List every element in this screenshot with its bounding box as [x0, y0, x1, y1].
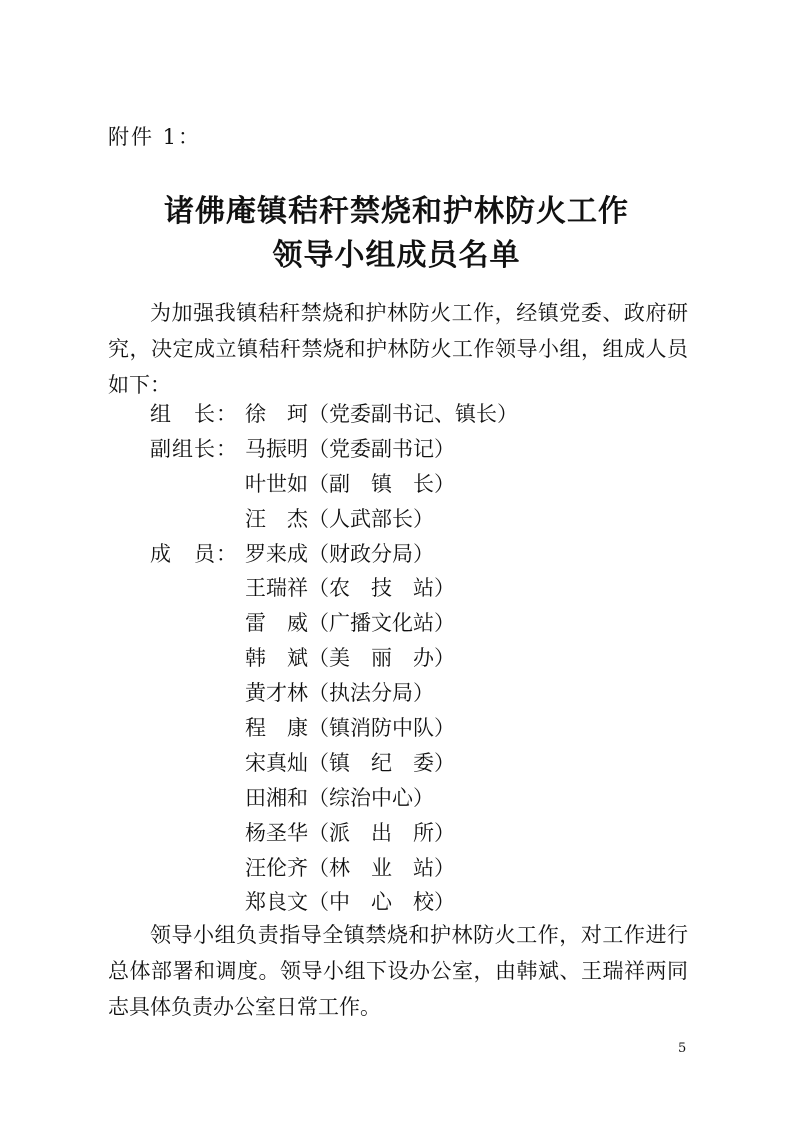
- roster-row: [150, 641, 518, 676]
- roster-row: [150, 816, 518, 851]
- roster-member: 郑良文（中 心 校）: [245, 890, 455, 915]
- roster-member: 马振明（党委副书记）: [245, 436, 455, 461]
- roster-member: 程 康（镇消防中队）: [245, 716, 455, 741]
- roster-member: 黄才林（执法分局）: [245, 681, 434, 706]
- roster-row: [150, 432, 518, 467]
- closing-text: 领导小组负责指导全镇禁烧和护林防火工作，对工作进行总体部署和调度。领导小组下设办公室，由韩斌、王瑞祥两同志具体负责办公室日常工作。: [108, 923, 688, 1019]
- roster-member: 雷 威（广播文化站）: [245, 611, 455, 636]
- roster-row: [150, 711, 518, 746]
- roster-row: [150, 537, 518, 572]
- roster-role: 副组长：: [150, 436, 238, 461]
- intro-text: 为加强我镇秸秆禁烧和护林防火工作，经镇党委、政府研究，决定成立镇秸秆禁烧和护林防火工作领导小组，组成人员如下：: [108, 301, 688, 397]
- attachment-label: 附件 1：: [108, 125, 202, 149]
- roster-row: [150, 606, 518, 641]
- roster-member: 徐 珂（党委副书记、镇长）: [245, 402, 518, 426]
- roster-member: 汪 杰（人武部长）: [245, 506, 434, 531]
- roster-row: [150, 781, 518, 816]
- roster-member: 杨圣华（派 出 所）: [245, 820, 455, 845]
- roster-row: [150, 676, 518, 711]
- roster-row: [150, 851, 518, 886]
- closing-paragraph: [108, 917, 688, 1025]
- roster-row: [150, 502, 518, 537]
- roster-member: 叶世如（副 镇 长）: [245, 471, 455, 496]
- roster-row: [150, 885, 518, 920]
- member-roster: [150, 397, 518, 920]
- roster-row: [150, 467, 518, 502]
- roster-row: [150, 571, 518, 606]
- roster-role: 组 长：: [150, 402, 238, 426]
- roster-member: 宋真灿（镇 纪 委）: [245, 750, 455, 775]
- roster-member: 罗来成（财政分局）: [245, 541, 434, 566]
- intro-paragraph: [108, 295, 688, 403]
- roster-member: 韩 斌（美 丽 办）: [245, 646, 455, 671]
- roster-member: 田湘和（综治中心）: [245, 785, 434, 810]
- roster-member: 王瑞祥（农 技 站）: [245, 576, 455, 601]
- page-number: 5: [678, 1041, 687, 1056]
- document-title-line-2: 领导小组成员名单: [272, 238, 521, 273]
- document-title-line-1: 诸佛庵镇秸秆禁烧和护林防火工作: [164, 194, 629, 229]
- roster-role: 成 员：: [150, 541, 238, 566]
- roster-row: [150, 746, 518, 781]
- roster-member: 汪伦齐（林 业 站）: [245, 855, 455, 880]
- roster-row: [150, 397, 518, 432]
